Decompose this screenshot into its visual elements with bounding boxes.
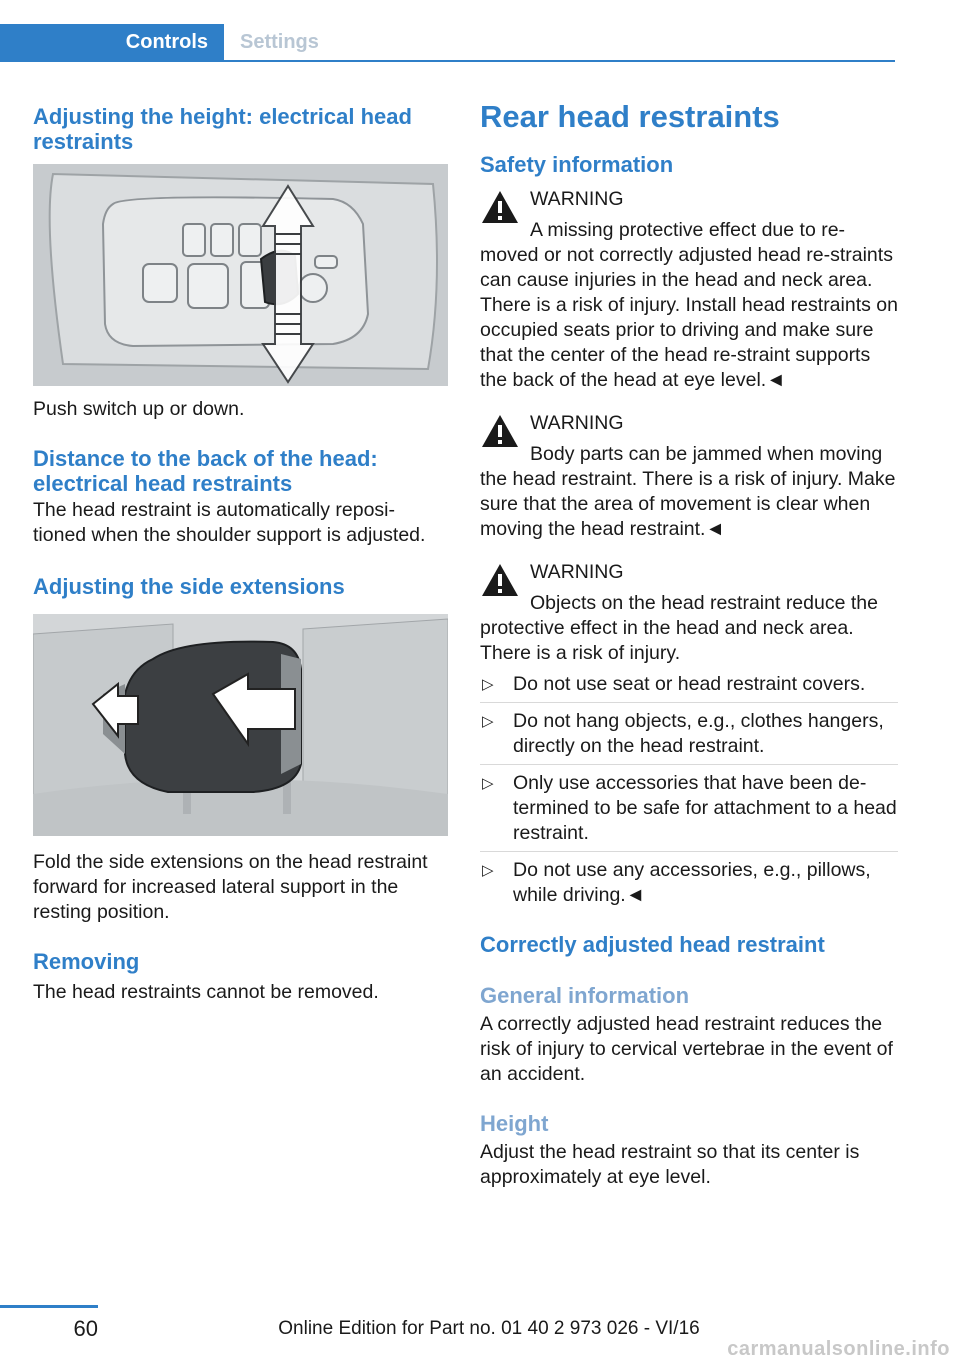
text-general-information: A correctly adjusted head restraint reduces the risk of injury to cervical vertebrae in the event of an accident.: [480, 1013, 893, 1085]
precaution-list: [480, 672, 898, 908]
figure-side-extensions: [33, 614, 448, 836]
heading-rear-head-restraints: Rear head restraints: [480, 99, 780, 134]
chapter-tab-bar: [0, 24, 895, 62]
heading-height: Height: [480, 1111, 549, 1136]
right-column: [480, 99, 898, 1190]
text-fold: Fold the side extensions on the head restraint forward for increased lateral support in the resting position.: [33, 851, 428, 923]
warning-triangle-icon: [480, 562, 520, 598]
warning-triangle-icon: [480, 413, 520, 449]
warning-title: WARNING: [530, 412, 624, 434]
tab-settings[interactable]: Settings: [240, 30, 319, 53]
list-item: ▷ Do not use seat or head restraint covers.: [482, 673, 866, 695]
bullet-triangle-icon: ▷: [482, 713, 494, 730]
footer-edition: Online Edition for Part no. 01 40 2 973 026 - VI/16: [278, 1318, 700, 1339]
heading-distance: Distance to the back of the head: electrical head restraints: [33, 446, 378, 496]
list-divider: [480, 764, 898, 765]
heading-adjust-height: Adjusting the height: electrical head restraints: [33, 104, 412, 154]
warning-title: WARNING: [530, 561, 624, 583]
list-divider: [480, 702, 898, 703]
heading-safety-information: Safety information: [480, 152, 674, 177]
bullet-triangle-icon: ▷: [482, 862, 494, 879]
warning-text: Objects on the head restraint reduce the protective effect in the head and neck area. There is a risk of injury.: [480, 592, 878, 664]
warning-block-1: [480, 187, 898, 393]
side-extension-illustration: [33, 614, 448, 836]
warning-text: A missing protective effect due to re-moved or not correctly adjusted head re-straints can cause injuries in the head and neck area. There is a risk of injury. Install head restraints on occupied seats prior to driving and make sure that the center of the head re-straint supports the back of the head at eye level.◄: [480, 219, 898, 391]
list-item: ▷ Do not use any accessories, e.g., pillows, while driving.◄: [482, 859, 871, 906]
tab-controls[interactable]: Controls: [0, 24, 224, 60]
warning-triangle-icon: [480, 189, 520, 225]
page-number: 60: [73, 1316, 98, 1341]
list-item: ▷ Only use accessories that have been de-termined to be safe for attachment to a head restraint.: [482, 772, 897, 844]
bullet-triangle-icon: ▷: [482, 676, 494, 693]
heading-side-extensions: Adjusting the side extensions: [33, 574, 345, 599]
warning-block-3: [480, 560, 898, 666]
figure-seat-switch: [33, 164, 448, 386]
heading-removing: Removing: [33, 949, 140, 974]
left-column: [33, 104, 448, 1005]
heading-correctly-adjusted: Correctly adjusted head restraint: [480, 932, 825, 957]
warning-title: WARNING: [530, 188, 624, 210]
text-removing: The head restraints cannot be removed.: [33, 981, 379, 1003]
text-height: Adjust the head restraint so that its center is approximately at eye level.: [480, 1141, 860, 1188]
warning-block-2: [480, 411, 898, 542]
warning-text: Body parts can be jammed when moving the head restraint. There is a risk of injury. Make sure that the area of movement is clear when moving the head restraint.◄: [480, 443, 896, 540]
watermark: carmanualsonline.info: [727, 1338, 950, 1360]
bullet-triangle-icon: ▷: [482, 775, 494, 792]
list-divider: [480, 851, 898, 852]
footer-accent-line: [0, 1305, 98, 1308]
heading-general-information: General information: [480, 983, 690, 1008]
text-push-switch: Push switch up or down.: [33, 398, 245, 420]
list-item: ▷ Do not hang objects, e.g., clothes hangers, directly on the head restraint.: [482, 710, 884, 757]
seat-switch-illustration: [33, 164, 448, 386]
text-distance: The head restraint is automatically reposi-tioned when the shoulder support is adjusted.: [33, 499, 426, 546]
